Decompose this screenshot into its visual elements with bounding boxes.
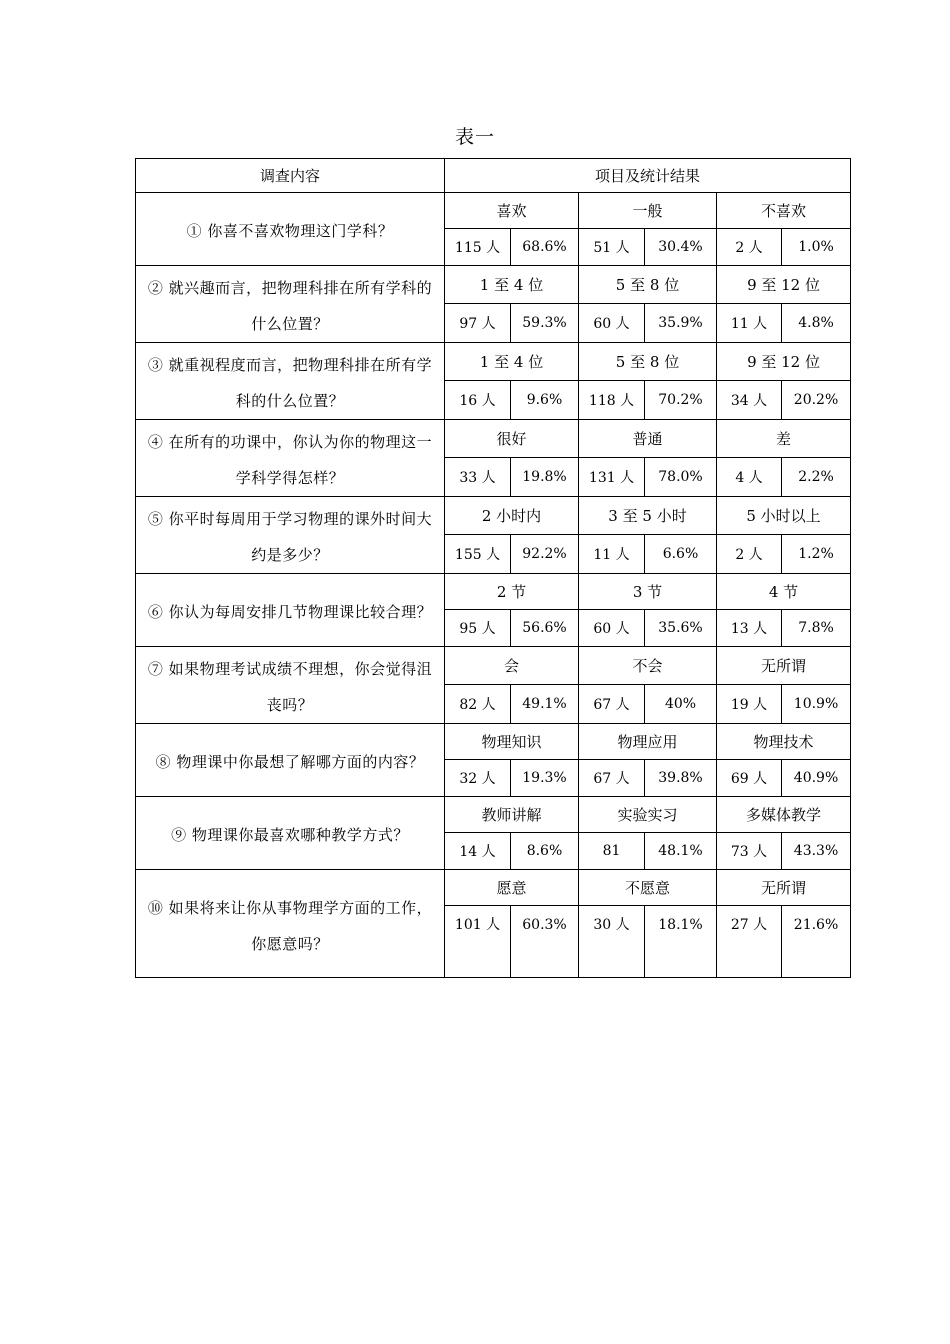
header-results: 项目及统计结果 [445,159,851,193]
percent-cell: 35.9% [645,303,717,342]
percent-cell: 92.2% [511,534,579,573]
count-cell: 115 人 [445,229,511,266]
question-row [136,420,851,458]
question-text: ⑤ 你平时每周用于学习物理的课外时间大约是多少？ [136,497,445,574]
count-cell: 34 人 [717,380,782,419]
percent-cell: 18.1% [645,906,717,978]
option-label: 4 节 [717,574,851,610]
option-label: 1 至 4 位 [445,343,579,381]
option-label: 不喜欢 [717,193,851,229]
option-label: 9 至 12 位 [717,343,851,381]
count-cell: 33 人 [445,457,511,496]
percent-cell: 2.2% [782,457,851,496]
question-text: ④ 在所有的功课中，你认为你的物理这一学科学得怎样？ [136,420,445,497]
percent-cell: 49.1% [511,684,579,723]
percent-cell: 43.3% [782,833,851,870]
percent-cell: 48.1% [645,833,717,870]
question-row [136,266,851,304]
percent-cell: 60.3% [511,906,579,978]
question-text: ⑨ 物理课你最喜欢哪种教学方式？ [136,797,445,870]
option-label: 1 至 4 位 [445,266,579,304]
count-cell: 67 人 [579,684,645,723]
count-cell: 14 人 [445,833,511,870]
question-row [136,343,851,381]
count-cell: 67 人 [579,760,645,797]
count-cell: 155 人 [445,534,511,573]
option-label: 物理知识 [445,724,579,760]
count-cell: 32 人 [445,760,511,797]
question-text: ⑧ 物理课中你最想了解哪方面的内容？ [136,724,445,797]
option-label: 愿意 [445,870,579,906]
count-cell: 19 人 [717,684,782,723]
percent-cell: 35.6% [645,610,717,647]
option-label: 会 [445,647,579,685]
percent-cell: 4.8% [782,303,851,342]
count-cell: 73 人 [717,833,782,870]
option-label: 喜欢 [445,193,579,229]
count-cell: 60 人 [579,610,645,647]
question-row [136,193,851,229]
table-title: 表一 [454,126,495,148]
count-cell: 118 人 [579,380,645,419]
count-cell: 82 人 [445,684,511,723]
count-cell: 81 [579,833,645,870]
percent-cell: 1.2% [782,534,851,573]
count-cell: 27 人 [717,906,782,978]
question-text: ⑩ 如果将来让你从事物理学方面的工作，你愿意吗？ [136,870,445,978]
option-label: 物理技术 [717,724,851,760]
percent-cell: 19.8% [511,457,579,496]
option-label: 3 节 [579,574,717,610]
question-row [136,797,851,833]
count-cell: 30 人 [579,906,645,978]
option-label: 教师讲解 [445,797,579,833]
option-label: 一般 [579,193,717,229]
option-label: 差 [717,420,851,458]
count-cell: 13 人 [717,610,782,647]
option-label: 不会 [579,647,717,685]
table-header-row [136,159,851,193]
percent-cell: 78.0% [645,457,717,496]
count-cell: 131 人 [579,457,645,496]
question-text: ⑦ 如果物理考试成绩不理想，你会觉得沮丧吗？ [136,647,445,724]
question-row [136,574,851,610]
count-cell: 16 人 [445,380,511,419]
percent-cell: 8.6% [511,833,579,870]
count-cell: 11 人 [717,303,782,342]
option-label: 物理应用 [579,724,717,760]
option-label: 5 至 8 位 [579,266,717,304]
option-label: 5 小时以上 [717,497,851,535]
option-label: 无所谓 [717,647,851,685]
count-cell: 2 人 [717,534,782,573]
option-label: 2 节 [445,574,579,610]
count-cell: 51 人 [579,229,645,266]
option-label: 无所谓 [717,870,851,906]
percent-cell: 6.6% [645,534,717,573]
percent-cell: 40.9% [782,760,851,797]
percent-cell: 20.2% [782,380,851,419]
count-cell: 97 人 [445,303,511,342]
option-label: 很好 [445,420,579,458]
survey-table [135,158,851,978]
option-label: 5 至 8 位 [579,343,717,381]
count-cell: 69 人 [717,760,782,797]
question-text: ② 就兴趣而言，把物理科排在所有学科的什么位置？ [136,266,445,343]
percent-cell: 56.6% [511,610,579,647]
option-label: 2 小时内 [445,497,579,535]
question-text: ⑥ 你认为每周安排几节物理课比较合理？ [136,574,445,647]
count-cell: 95 人 [445,610,511,647]
count-cell: 101 人 [445,906,511,978]
option-label: 实验实习 [579,797,717,833]
question-text: ③ 就重视程度而言，把物理科排在所有学科的什么位置？ [136,343,445,420]
percent-cell: 39.8% [645,760,717,797]
option-label: 多媒体教学 [717,797,851,833]
percent-cell: 68.6% [511,229,579,266]
question-row [136,647,851,685]
header-content: 调查内容 [136,159,445,193]
percent-cell: 21.6% [782,906,851,978]
percent-cell: 10.9% [782,684,851,723]
option-label: 9 至 12 位 [717,266,851,304]
percent-cell: 70.2% [645,380,717,419]
percent-cell: 30.4% [645,229,717,266]
count-cell: 60 人 [579,303,645,342]
count-cell: 4 人 [717,457,782,496]
question-text: ① 你喜不喜欢物理这门学科？ [136,193,445,266]
count-cell: 11 人 [579,534,645,573]
percent-cell: 59.3% [511,303,579,342]
percent-cell: 19.3% [511,760,579,797]
question-row [136,724,851,760]
option-label: 3 至 5 小时 [579,497,717,535]
option-label: 不愿意 [579,870,717,906]
percent-cell: 7.8% [782,610,851,647]
option-label: 普通 [579,420,717,458]
percent-cell: 40% [645,684,717,723]
question-row [136,497,851,535]
question-row [136,870,851,906]
percent-cell: 1.0% [782,229,851,266]
percent-cell: 9.6% [511,380,579,419]
count-cell: 2 人 [717,229,782,266]
